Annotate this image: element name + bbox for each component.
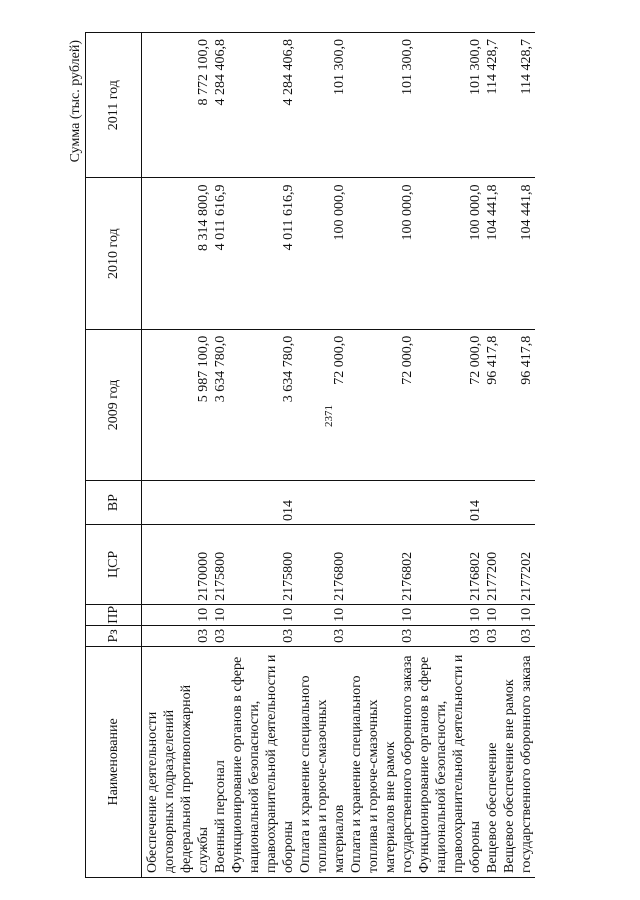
row-2009: 96 417,8 [501,329,535,480]
header-name: Наименование [86,646,142,877]
table-row [348,33,416,878]
row-rz: 03 [297,625,348,646]
row-rz: 03 [229,625,297,646]
row-2010: 104 441,8 [484,178,501,329]
row-2010: 100 000,0 [416,178,484,329]
budget-table [85,32,535,878]
row-csr: 2176802 [416,525,484,605]
rotated-table-area [68,32,576,878]
row-2011: 8 772 100,0 [142,33,213,178]
row-name: Оплата и хранение специального топлива и горюче-смазочных материалов вне рамок государственного оборонного заказа [348,646,416,877]
row-2010: 100 000,0 [348,178,416,329]
header-pr: ПР [86,604,142,625]
row-2009: 5 987 100,0 [142,329,213,480]
table-row [142,33,213,878]
row-2009: 3 634 780,0 [229,329,297,480]
row-csr: 2177202 [501,525,535,605]
row-2009: 96 417,8 [484,329,501,480]
row-vr [142,481,213,525]
row-name: Вещевое обеспечение [484,646,501,877]
row-name: Функционирование органов в сфере национальной безопасности, правоохранительной деятельности и обороны [416,646,484,877]
row-name: Вещевое обеспечение вне рамок государственного оборонного заказа [501,646,535,877]
row-name: Военный персонал [212,646,229,877]
row-rz: 03 [501,625,535,646]
row-rz: 03 [484,625,501,646]
header-csr: ЦСР [86,525,142,605]
row-2010: 8 314 800,0 [142,178,213,329]
table-row [297,33,348,878]
row-2011: 4 284 406,8 [212,33,229,178]
row-vr [348,481,416,525]
row-rz: 03 [348,625,416,646]
units-label: Сумма (тыс. рублей) [68,40,83,163]
row-pr: 10 [142,604,213,625]
header-2011: 2011 год [86,33,142,178]
row-2011: 101 300,0 [348,33,416,178]
row-2009: 72 000,0 [416,329,484,480]
table-row [501,33,535,878]
row-2011: 101 300,0 [297,33,348,178]
row-vr: 014 [416,481,484,525]
row-name: Обеспечение деятельности договорных подразделений федеральной противопожарной службы [142,646,213,877]
row-csr: 2175800 [212,525,229,605]
row-vr [484,481,501,525]
row-rz: 03 [212,625,229,646]
row-csr: 2177200 [484,525,501,605]
row-csr: 2176802 [348,525,416,605]
header-2010: 2010 год [86,178,142,329]
page-number: 2371 [323,405,335,427]
row-2009: 72 000,0 [348,329,416,480]
header-vr: ВР [86,481,142,525]
row-2010: 4 011 616,9 [229,178,297,329]
row-pr: 10 [229,604,297,625]
table-row [229,33,297,878]
row-pr: 10 [212,604,229,625]
row-2011: 114 428,7 [484,33,501,178]
row-name: Оплата и хранение специального топлива и горюче-смазочных материалов [297,646,348,877]
row-2010: 100 000,0 [297,178,348,329]
table-row [416,33,484,878]
row-pr: 10 [416,604,484,625]
row-rz: 03 [142,625,213,646]
row-pr: 10 [484,604,501,625]
header-rz: Рз [86,625,142,646]
row-2011: 101 300,0 [416,33,484,178]
row-2011: 4 284 406,8 [229,33,297,178]
row-2010: 104 441,8 [501,178,535,329]
row-rz: 03 [416,625,484,646]
row-2009: 3 634 780,0 [212,329,229,480]
table-row [484,33,501,878]
row-2009: 72 000,0 [297,329,348,480]
row-name: Функционирование органов в сфере национальной безопасности, правоохранительной деятельности и обороны [229,646,297,877]
row-vr [501,481,535,525]
row-pr: 10 [501,604,535,625]
row-2010: 4 011 616,9 [212,178,229,329]
row-pr: 10 [297,604,348,625]
row-vr: 014 [229,481,297,525]
row-pr: 10 [348,604,416,625]
row-vr [212,481,229,525]
table-row [212,33,229,878]
row-2011: 114 428,7 [501,33,535,178]
table-header-row [86,33,142,878]
row-csr: 2170000 [142,525,213,605]
row-vr [297,481,348,525]
row-csr: 2176800 [297,525,348,605]
row-csr: 2175800 [229,525,297,605]
header-2009: 2009 год [86,329,142,480]
